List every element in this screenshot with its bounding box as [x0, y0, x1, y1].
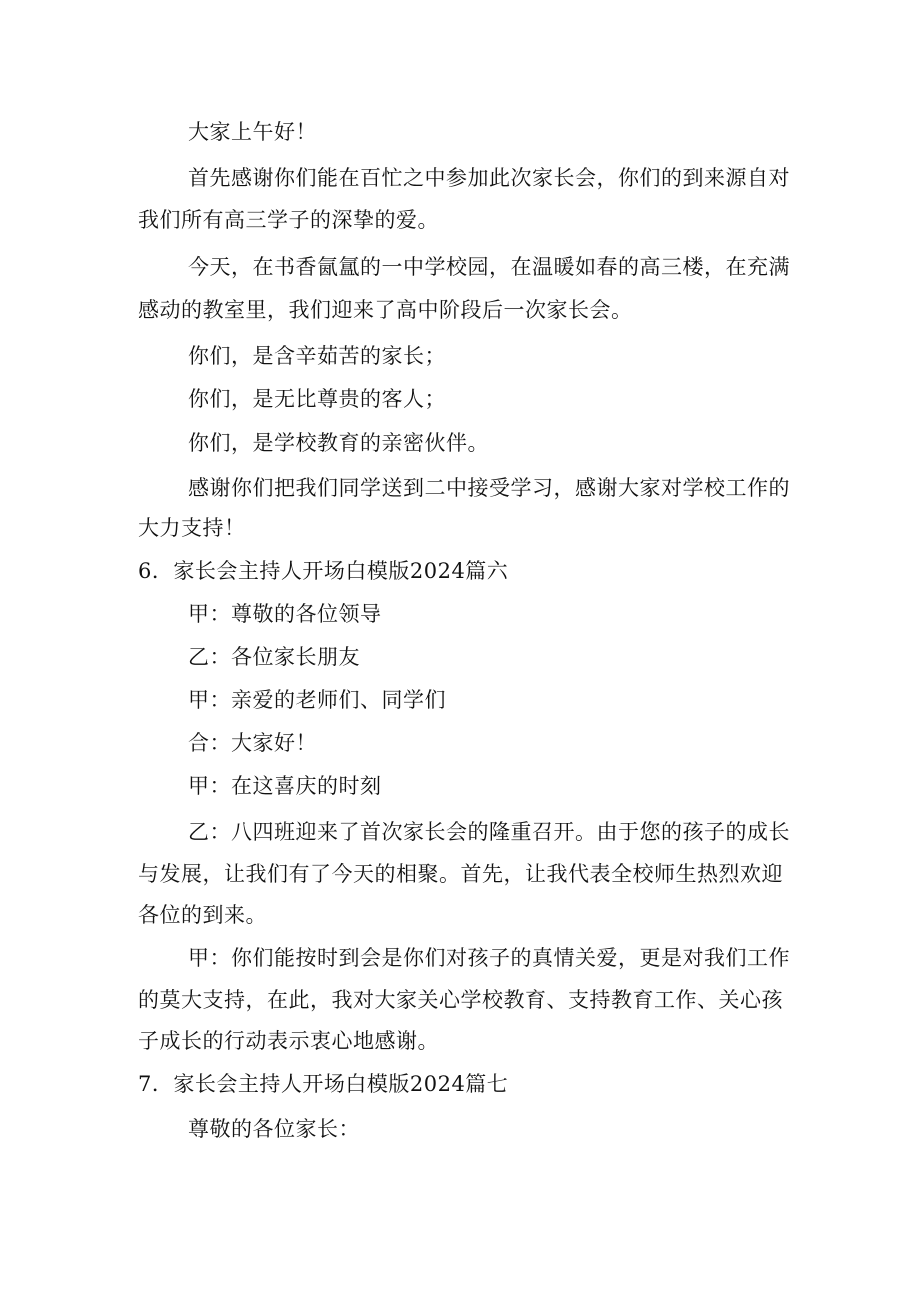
paragraph-line: 子成长的行动表示衷心地感谢。: [138, 1029, 439, 1053]
paragraph-line: 大力支持！: [138, 516, 246, 540]
paragraph-line: 尊敬的各位家长：: [188, 1117, 360, 1141]
paragraph-line: 甲：你们能按时到会是你们对孩子的真情关爱，更是对我们工作: [188, 946, 790, 970]
paragraph-line: 你们，是无比尊贵的客人；: [188, 387, 446, 411]
paragraph-line: 你们，是学校教育的亲密伙伴。: [188, 431, 489, 455]
paragraph-line: 乙：八四班迎来了首次家长会的隆重召开。由于您的孩子的成长: [188, 820, 790, 844]
paragraph-line: 甲：在这喜庆的时刻: [188, 774, 382, 798]
paragraph-line: 的莫大支持，在此，我对大家关心学校教育、支持教育工作、关心孩: [138, 988, 783, 1012]
paragraph-line: 我们所有高三学子的深挚的爱。: [138, 208, 439, 232]
paragraph-line: 与发展，让我们有了今天的相聚。首先，让我代表全校师生热烈欢迎: [138, 862, 783, 886]
paragraph-line: 首先感谢你们能在百忙之中参加此次家长会，你们的到来源自对: [188, 166, 790, 190]
paragraph-line: 各位的到来。: [138, 903, 267, 927]
paragraph-line: 乙：各位家长朋友: [188, 645, 360, 669]
section-heading: 6．家长会主持人开场白模版2024篇六: [138, 559, 509, 583]
paragraph-line: 你们，是含辛茹苦的家长；: [188, 344, 446, 368]
paragraph-line: 感动的教室里，我们迎来了高中阶段后一次家长会。: [138, 298, 633, 322]
paragraph-line: 今天，在书香氤氲的一中学校园，在温暖如春的高三楼，在充满: [188, 255, 790, 279]
paragraph-line: 合：大家好！: [188, 731, 317, 755]
section-heading: 7．家长会主持人开场白模版2024篇七: [138, 1072, 509, 1096]
paragraph-line: 甲：尊敬的各位领导: [188, 602, 382, 626]
paragraph-line: 甲：亲爱的老师们、同学们: [188, 688, 446, 712]
paragraph-line: 感谢你们把我们同学送到二中接受学习，感谢大家对学校工作的: [188, 476, 790, 500]
paragraph-line: 大家上午好！: [188, 120, 317, 144]
